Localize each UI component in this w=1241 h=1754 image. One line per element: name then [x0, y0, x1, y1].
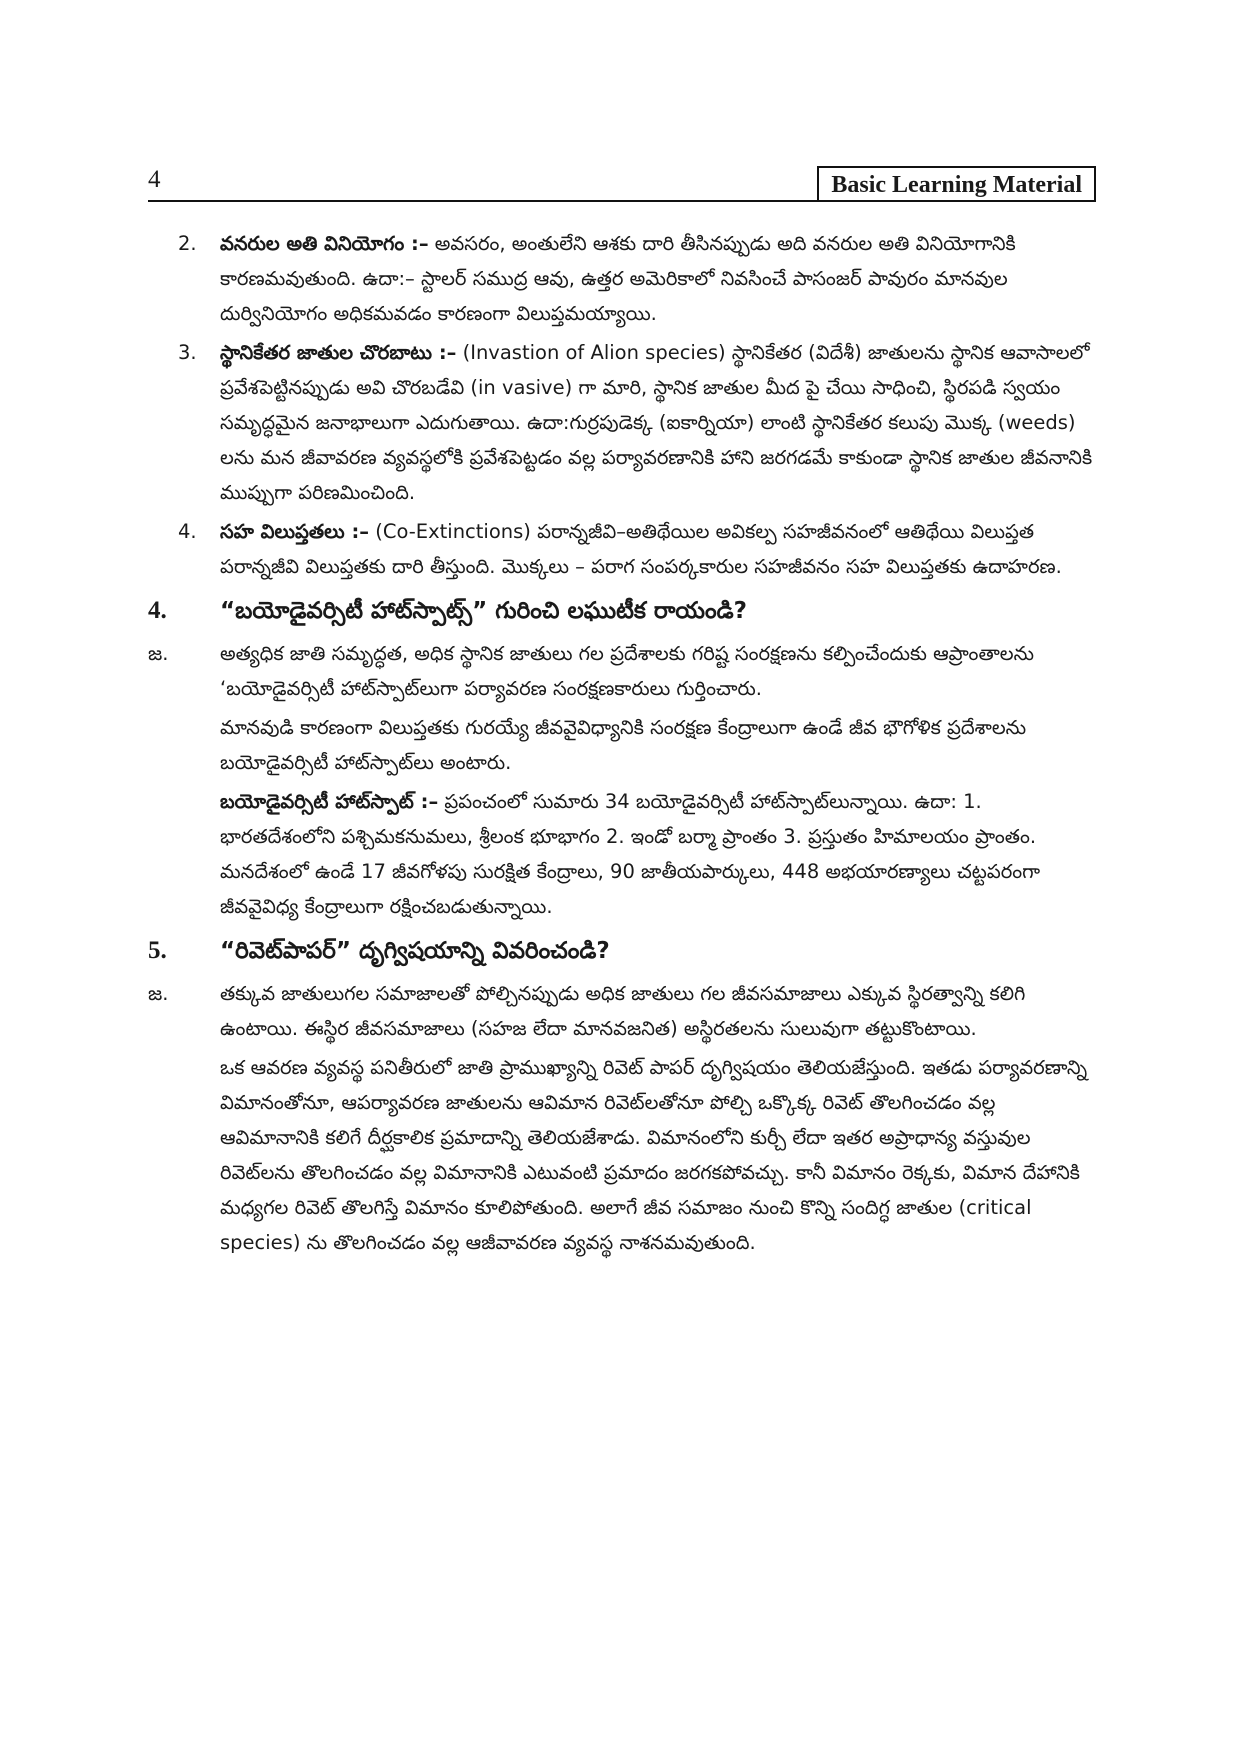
answer-paragraph: అత్యధిక జాతి సమృద్ధత, అధిక స్థానిక జాతులు గల ప్రదేశాలకు గరిష్ట సంరక్షణను కల్పించేందుకు ఆప్రాంతాలను ‘బయోడైవర్సిటీ హాట్‌స్పాట్‌లుగా పర్యావరణ సంరక్షణకారులు గుర్తించారు.: [220, 642, 1035, 700]
paragraph-term: బయోడైవర్సిటీ హాట్‌స్పాట్ :–: [220, 790, 439, 813]
answer-4: [148, 636, 1096, 924]
header-rule: [148, 200, 1096, 202]
list-item-term: స్థానికేతర జాతుల చొరబాటు :–: [220, 341, 457, 364]
answer-marker: జ.: [148, 982, 169, 1005]
page-content: [148, 226, 1096, 1264]
list-item: [148, 335, 1096, 510]
list-item-term: సహ విలుప్తతలు :–: [220, 520, 370, 543]
list-item-text: (Co-Extinctions) పరాన్నజీవి–అతిథేయిల అవికల్ప సహజీవనంలో ఆతిథేయి విలుప్తత పరాన్నజీవి విలుప్తతకు దారి తీస్తుంది. మొక్కలు – పరాగ సంపర్కకారుల సహజీవనం సహ విలుప్తతకు ఉదాహరణ.: [220, 520, 1062, 578]
list-item-text: అవసరం, అంతులేని ఆశకు దారి తీసినప్పుడు అది వనరుల అతి వినియోగానికి కారణమవుతుంది. ఉదా:– స్టాలర్ సముద్ర ఆవు, ఉత్తర అమెరికాలో నివసించే పాసంజర్ పావురం మానవుల దుర్వినియోగం అధికమవడం కారణంగా విలుప్తమయ్యాయి.: [220, 232, 1016, 325]
answer-paragraph: ఒక ఆవరణ వ్యవస్థ పనితీరులో జాతి ప్రాముఖ్యాన్ని రివెట్ పాపర్ దృగ్విషయం తెలియజేస్తుంది. ఇతడు పర్యావరణాన్ని విమానంతోనూ, ఆపర్యావరణ జాతులను ఆవిమాన రివెట్‌లతోనూ పోల్చి ఒక్కొక్క రివెట్ తొలగించడం వల్ల ఆవిమానానికి కలిగే దీర్ఘకాలిక ప్రమాదాన్ని తెలియజేశాడు. విమానంలోని కుర్చీ లేదా ఇతర అప్రాధాన్య వస్తువుల రివెట్‌లను తొలగించడం వల్ల విమానానికి ఎటువంటి ప్రమాదం జరగకపోవచ్చు. కానీ విమానం రెక్కకు, విమాన దేహానికి మధ్యగల రివెట్ తొలగిస్తే విమానం కూలిపోతుంది. అలాగే జీవ సమాజం నుంచి కొన్ని సందిగ్ధ జాతుల (critical species) ను తొలగించడం వల్ల ఆజీవావరణ వ్యవస్థ నాశనమవుతుంది.: [220, 1056, 1088, 1254]
page-number: 4: [148, 166, 161, 193]
answer-paragraph: మానవుడి కారణంగా విలుప్తతకు గురయ్యే జీవవైవిధ్యానికి సంరక్షణ కేంద్రాలుగా ఉండే జీవ భౌగోళిక ప్రదేశాలను బయోడైవర్సిటీ హాట్‌స్పాట్‌లు అంటారు.: [220, 716, 1027, 774]
question-text: “రివెట్‌పాపర్” దృగ్విషయాన్ని వివరించండి?: [220, 938, 610, 964]
answer-paragraph: తక్కువ జాతులుగల సమాజాలతో పోల్చినప్పుడు అధిక జాతులు గల జీవసమాజాలు ఎక్కువ స్థిరత్వాన్ని కలిగి ఉంటాయి. ఈస్థిర జీవసమాజాలు (సహజ లేదా మానవజనిత) అస్థిరతలను సులువుగా తట్టుకొంటాయి.: [220, 982, 1026, 1040]
page-header: [148, 166, 1096, 206]
paragraph-text: ప్రపంచంలో సుమారు 34 బయోడైవర్సిటీ హాట్‌స్పాట్‌లున్నాయి. ఉదా: 1. భారతదేశంలోని పశ్చిమకనుమలు, శ్రీలంక భూభాగం 2. ఇండో బర్మా ప్రాంతం 3. ప్రస్తుతం హిమాలయం ప్రాంతం. మనదేశంలో ఉండే 17 జీవగోళపు సురక్షిత కేంద్రాలు, 90 జాతీయపార్కులు, 448 అభయారణ్యాలు చట్టపరంగా జీవవైవిధ్య కేంద్రాలుగా రక్షించబడుతున్నాయి.: [220, 790, 1041, 918]
question-4: [148, 588, 1096, 634]
list-item: [148, 514, 1096, 584]
list-item-term: వనరుల అతి వినియోగం :–: [220, 232, 429, 255]
answer-paragraph: [220, 784, 1096, 924]
question-number: 4.: [148, 597, 167, 624]
answer-5: [148, 976, 1096, 1260]
question-5: [148, 928, 1096, 974]
question-text: “బయోడైవర్సిటీ హాట్‌స్పాట్స్” గురించి లఘుటీక రాయండి?: [220, 598, 748, 624]
header-title: Basic Learning Material: [817, 166, 1096, 202]
list-item: [148, 226, 1096, 331]
list-item-number: 3.: [178, 341, 197, 364]
answer-marker: జ.: [148, 642, 169, 665]
question-number: 5.: [148, 937, 167, 964]
list-item-number: 4.: [178, 520, 197, 543]
list-item-text: (Invastion of Alion species) స్థానికేతర (విదేశీ) జాతులను స్థానిక ఆవాసాలలో ప్రవేశపెట్టినప్పుడు అవి చొరబడేవి (in vasive) గా మారి, స్థానిక జాతుల మీద పై చేయి సాధించి, స్థిరపడి స్వయం సమృద్ధమైన జనాభాలుగా ఎదుగుతాయి. ఉదా:గుర్రపుడెక్క (ఐకార్నియా) లాంటి స్థానికేతర కలుపు మొక్క (weeds) లను మన జీవావరణ వ్యవస్థలోకి ప్రవేశపెట్టడం వల్ల పర్యావరణానికి హాని జరగడమే కాకుండా స్థానిక జాతుల జీవనానికి ముప్పుగా పరిణమించింది.: [220, 341, 1093, 504]
list-item-number: 2.: [178, 232, 197, 255]
